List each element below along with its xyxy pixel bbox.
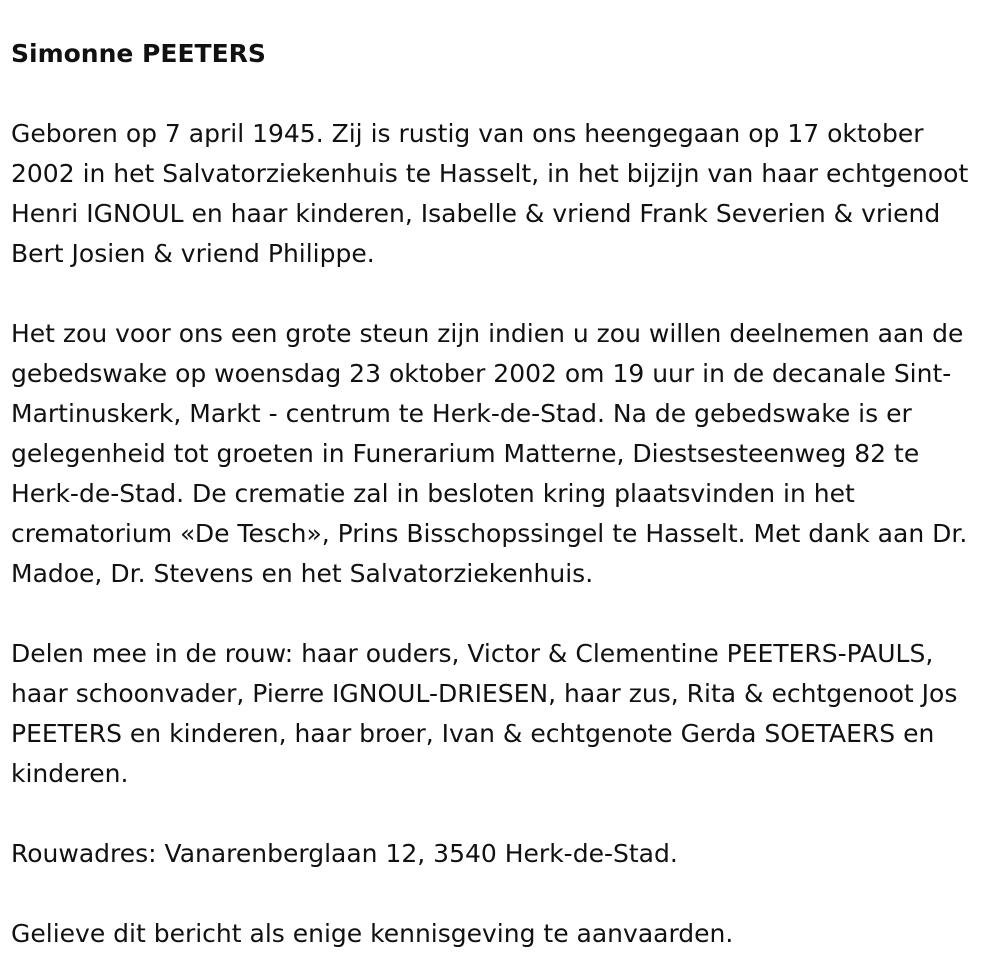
paragraph-birth-death: Geboren op 7 april 1945. Zij is rustig van ons heengegaan op 17 oktober 2002 in het Salvatorziekenhuis te Hasselt, in het bijzijn van haar echtgenoot Henri IGNOUL en haar kinderen, Isabelle & vriend Frank Severien & vriend Bert Josien & vriend Philippe. (11, 119, 969, 268)
paragraph-ceremony: Het zou voor ons een grote steun zijn indien u zou willen deelnemen aan de gebedswake op woensdag 23 oktober 2002 om 19 uur in de decanale Sint-Martinuskerk, Markt - centrum te Herk-de-Stad. Na de gebedswake is er gelegenheid tot groeten in Funerarium Matterne, Diestsesteenweg 82 te Herk-de-Stad. De crematie zal in besloten kring plaatsvinden in het crematorium «De Tesch», Prins Bisschopssingel te Hasselt. Met dank aan Dr. Madoe, Dr. Stevens en het Salvatorziekenhuis. (11, 319, 968, 588)
paragraph-closing: Gelieve dit bericht als enige kennisgeving te aanvaarden. (11, 919, 734, 948)
paragraph-family: Delen mee in de rouw: haar ouders, Victor & Clementine PEETERS-PAULS, haar schoonvader, Pierre IGNOUL-DRIESEN, haar zus, Rita & echtgenoot Jos PEETERS en kinderen, haar broer, Ivan & echtgenote Gerda SOETAERS en kinderen. (11, 639, 958, 788)
deceased-name: Simonne PEETERS (11, 39, 266, 68)
paragraph-address: Rouwadres: Vanarenberglaan 12, 3540 Herk-de-Stad. (11, 839, 678, 868)
